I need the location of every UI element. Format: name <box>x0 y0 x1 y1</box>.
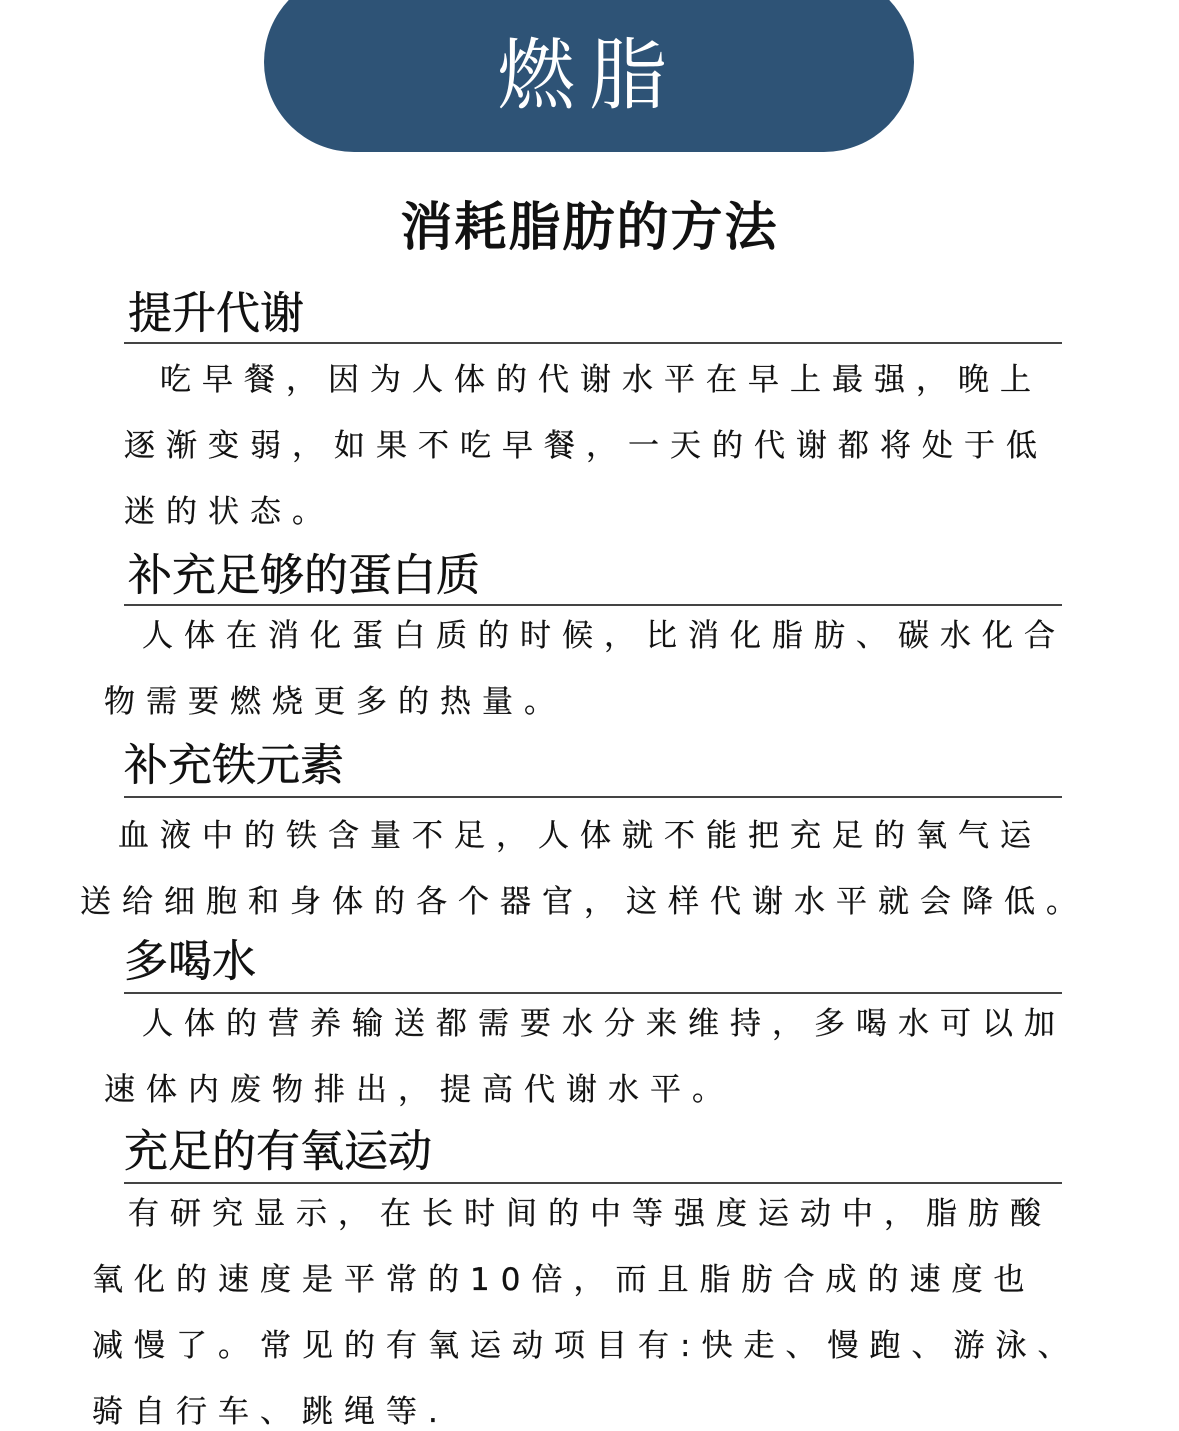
section-text-line: 速体内废物排出，提高代谢水平。 <box>104 1072 734 1108</box>
section-text-line: 人体在消化蛋白质的时候，比消化脂肪、碳水化合 <box>142 618 1066 654</box>
section-text-line: 骑自行车、跳绳等. <box>92 1394 449 1430</box>
section-text-line: 血液中的铁含量不足，人体就不能把充足的氧气运 <box>118 818 1042 854</box>
section-text-line: 减慢了。常见的有氧运动项目有:快走、慢跑、游泳、 <box>92 1328 1080 1364</box>
title-banner <box>264 0 914 152</box>
section-text-line: 吃早餐，因为人体的代谢水平在早上最强，晚上 <box>160 362 1042 398</box>
section-text-line: 迷的状态。 <box>124 494 334 530</box>
section-divider <box>124 604 1062 606</box>
section-text-line: 逐渐变弱，如果不吃早餐，一天的代谢都将处于低 <box>124 428 1048 464</box>
section-text-line: 送给细胞和身体的各个器官，这样代谢水平就会降低。 <box>80 884 1088 920</box>
section-heading-aerobic: 充足的有氧运动 <box>124 1126 432 1177</box>
section-text-line: 人体的营养输送都需要水分来维持，多喝水可以加 <box>142 1006 1066 1042</box>
section-heading-metabolism: 提升代谢 <box>128 288 304 339</box>
section-heading-iron: 补充铁元素 <box>124 740 344 791</box>
section-heading-water: 多喝水 <box>124 936 256 987</box>
page-title: 消耗脂肪的方法 <box>400 198 779 258</box>
section-divider <box>124 1182 1062 1184</box>
section-heading-protein: 补充足够的蛋白质 <box>128 550 480 601</box>
banner-title: 燃脂 <box>496 31 681 121</box>
section-text-line: 有研究显示，在长时间的中等强度运动中，脂肪酸 <box>128 1196 1052 1232</box>
section-text-line: 物需要燃烧更多的热量。 <box>104 684 566 720</box>
section-text-line: 氧化的速度是平常的10倍，而且脂肪合成的速度也 <box>92 1262 1036 1298</box>
section-divider <box>124 342 1062 344</box>
section-divider <box>124 992 1062 994</box>
section-divider <box>124 796 1062 798</box>
